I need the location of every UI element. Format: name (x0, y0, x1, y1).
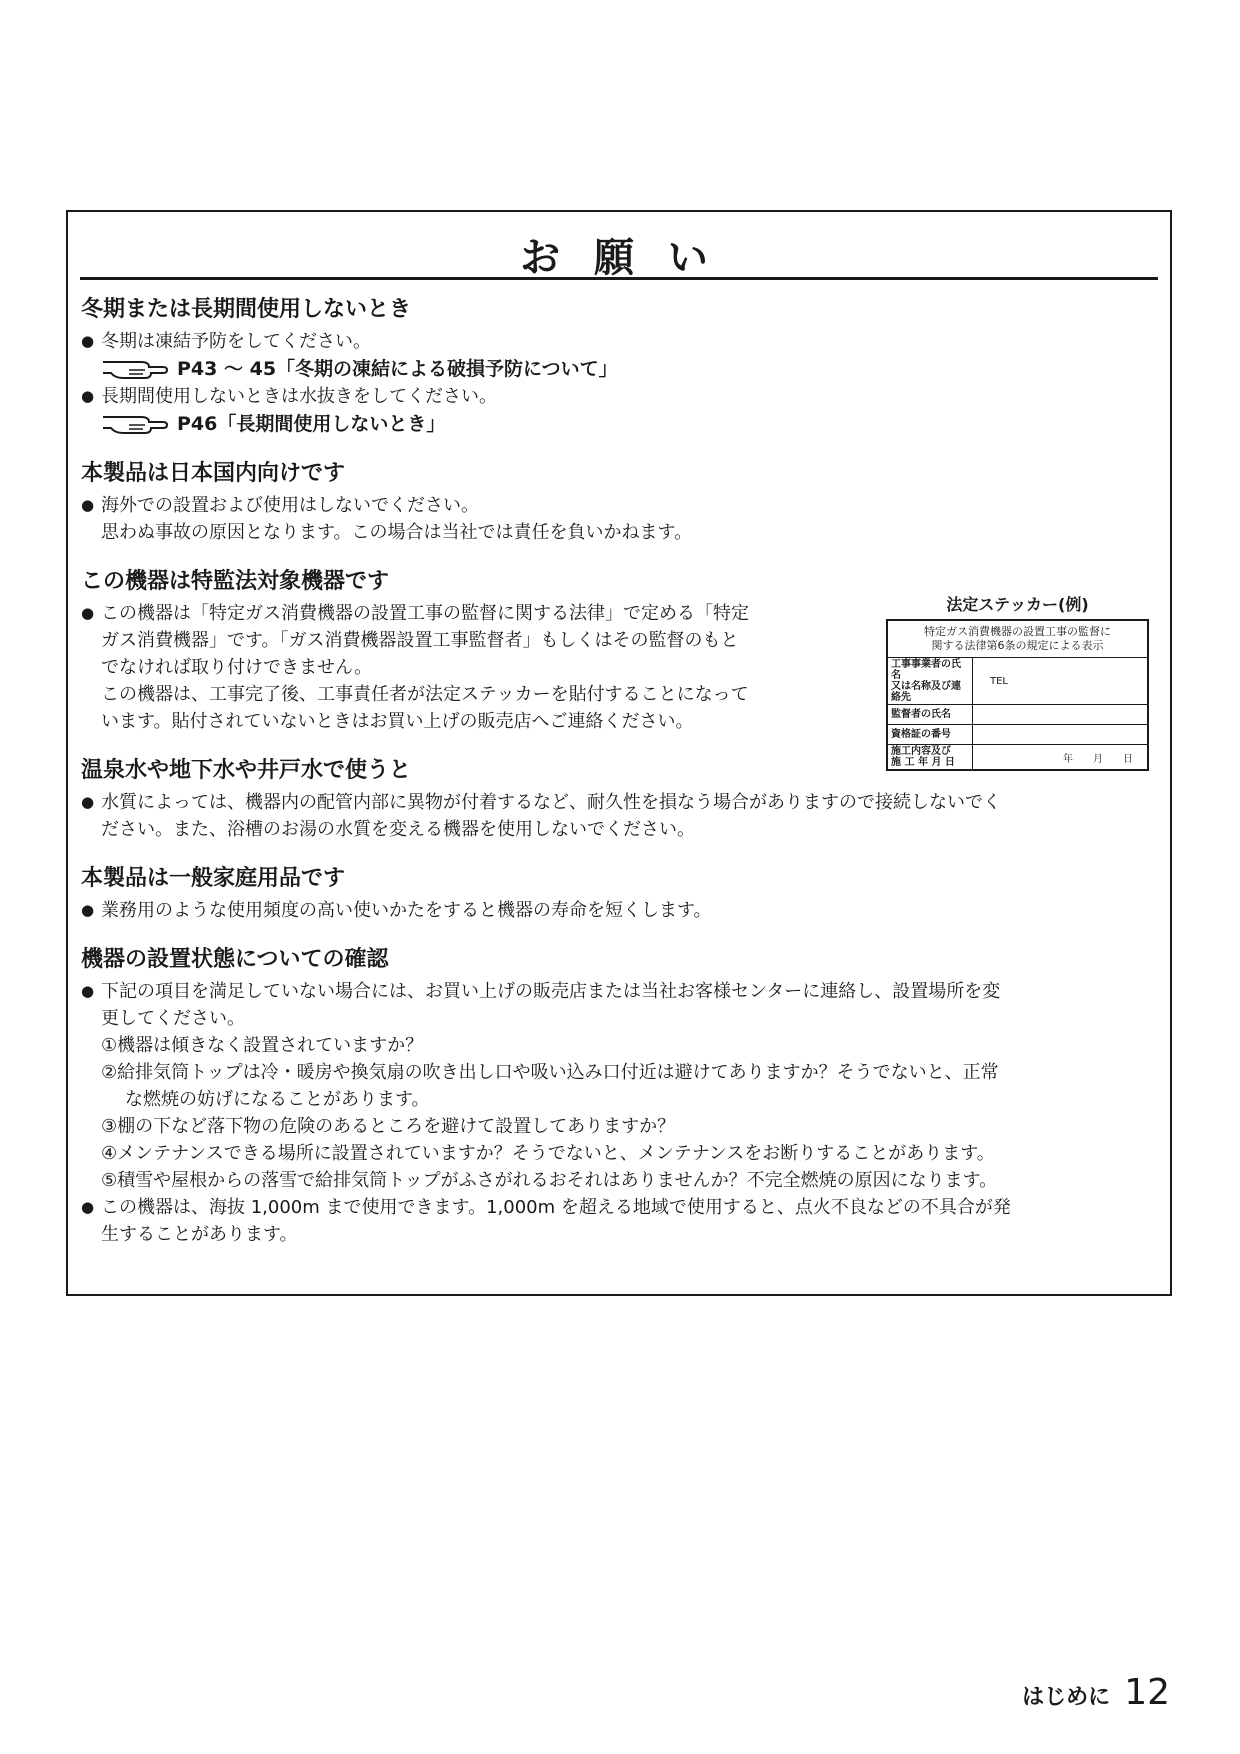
sticker-header: 特定ガス消費機器の設置工事の監督に 関する法律第6条の規定による表示 (887, 620, 1148, 658)
sticker-value: TEL (973, 658, 1149, 705)
notice-box (66, 210, 1172, 1296)
bullet-item: ● 海外での設置および使用はしないでください。 (81, 492, 1161, 519)
section-winter (81, 294, 1161, 438)
bullet-icon: ● (81, 332, 95, 350)
bullet-item: ● 冬期は凍結予防をしてください。 (81, 328, 1161, 355)
sticker-value: 年 月 日 (973, 745, 1149, 771)
sticker-label: 資格証の番号 (887, 725, 973, 745)
section-heading: 本製品は一般家庭用品です (81, 866, 346, 891)
bullet-item: ● 水質によっては、機器内の配管内部に異物が付着するなど、耐久性を損なう場合がありますので接続しないでく (81, 789, 1161, 816)
sticker-value (973, 705, 1149, 725)
sticker-title: 法定ステッカー(例) (946, 595, 1089, 614)
sticker-label: 監督者の氏名 (887, 705, 973, 725)
check-item: ②給排気筒トップは冷・暖房や換気扇の吹き出し口や吸い込み口付近は避けてありますか？そうでないと、正常 (101, 1062, 999, 1083)
bullet-item: ● この機器は、海抜 1,000m まで使用できます。1,000m を超える地域で使用すると、点火不良などの不具合が発 (81, 1194, 1161, 1221)
bullet-icon: ● (81, 604, 95, 622)
notice-content (81, 294, 1161, 1268)
continuation-text: 生することがあります。 (101, 1224, 298, 1245)
check-item: ①機器は傾きなく設置されていますか？ (101, 1035, 424, 1056)
bullet-item: ● この機器は「特定ガス消費機器の設置工事の監督に関する法律」で定める「特定 (81, 600, 1161, 627)
section-household (81, 863, 1161, 924)
bullet-icon: ● (81, 982, 95, 1000)
bullet-icon: ● (81, 496, 95, 514)
bullet-icon: ● (81, 387, 95, 405)
continuation-text: 思わぬ事故の原因となります。この場合は当社では責任を負いかねます。 (101, 522, 693, 543)
section-heading: 本製品は日本国内向けです (81, 461, 346, 486)
section-domestic (81, 458, 1161, 546)
section-name: はじめに (1022, 1685, 1111, 1710)
check-item-continuation: な燃焼の妨げになることがあります。 (125, 1089, 430, 1110)
continuation-text: この機器は、工事完了後、工事責任者が法定ステッカーを貼付することになって (101, 684, 749, 705)
bullet-item: ● 業務用のような使用頻度の高い使いかたをすると機器の寿命を短くします。 (81, 897, 1161, 924)
section-installation-check (81, 944, 1161, 1248)
page-footer (1022, 1672, 1170, 1713)
bullet-icon: ● (81, 1198, 95, 1216)
bullet-icon: ● (81, 793, 95, 811)
section-heading: 冬期または長期間使用しないとき (81, 297, 412, 322)
section-heading: この機器は特監法対象機器です (81, 569, 390, 594)
bullet-item: ● 下記の項目を満足していない場合には、お買い上げの販売店または当社お客様センターに連絡し、設置場所を変 (81, 978, 1161, 1005)
continuation-text: ださい。また、浴槽のお湯の水質を変える機器を使用しないでください。 (101, 819, 695, 840)
page-title: お 願 い (520, 235, 718, 281)
sticker-label: 工事事業者の氏名 又は名称及び連絡先 (887, 658, 973, 705)
page-reference: P46「長期間使用しないとき」 (81, 410, 1161, 438)
continuation-text: ガス消費機器」です。「ガス消費機器設置工事監督者」もしくはその監督のもと (101, 630, 739, 651)
legal-sticker-example (886, 592, 1149, 771)
bullet-item: ● 長期間使用しないときは水抜きをしてください。 (81, 383, 1161, 410)
pointing-hand-icon (101, 413, 171, 435)
section-heading: 機器の設置状態についての確認 (81, 947, 389, 972)
continuation-text: います。貼付されていないときはお買い上げの販売店へご連絡ください。 (101, 711, 694, 732)
sticker-table (886, 619, 1149, 771)
bullet-icon: ● (81, 901, 95, 919)
check-item: ④メンテナンスできる場所に設置されていますか？そうでないと、メンテナンスをお断りすることがあります。 (101, 1143, 995, 1164)
continuation-text: 更してください。 (101, 1008, 245, 1029)
section-heading: 温泉水や地下水や井戸水で使うと (81, 758, 412, 783)
page-number: 12 (1124, 1672, 1170, 1713)
continuation-text: でなければ取り付けできません。 (101, 657, 373, 678)
check-item: ③棚の下など落下物の危険のあるところを避けて設置してありますか？ (101, 1116, 676, 1137)
check-item: ⑤積雪や屋根からの落雪で給排気筒トップがふさがれるおそれはありませんか？不完全燃焼の原因になります。 (101, 1170, 998, 1191)
sticker-label: 施工内容及び 施 工 年 月 日 (887, 745, 973, 771)
pointing-hand-icon (101, 358, 171, 380)
page-reference: P43 ～ 45「冬期の凍結による破損予防について」 (81, 355, 1161, 383)
sticker-value (973, 725, 1149, 745)
title-divider (80, 277, 1158, 280)
